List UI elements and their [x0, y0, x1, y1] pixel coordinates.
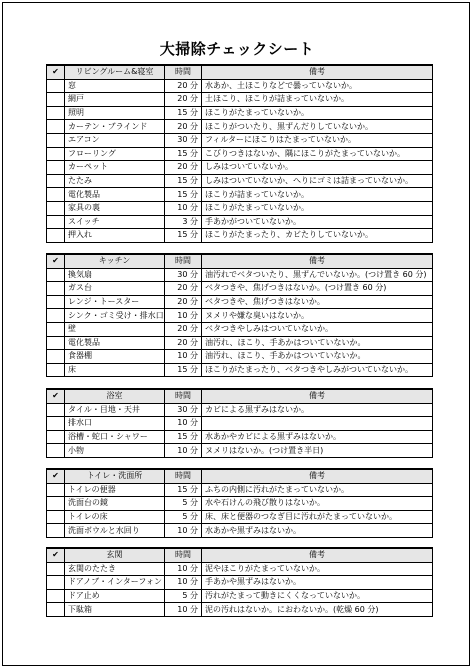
item-time: 10 分 [165, 350, 202, 364]
checkbox-cell[interactable] [47, 229, 65, 243]
checkbox-cell[interactable] [47, 322, 65, 336]
item-time: 5 分 [165, 510, 202, 524]
item-name: たたみ [65, 174, 165, 188]
item-name: 玄関のたたき [65, 562, 165, 576]
item-time: 15 分 [165, 174, 202, 188]
item-name: タイル・目地・天井 [65, 403, 165, 417]
item-name: 電化製品 [65, 336, 165, 350]
checklist-row [47, 147, 433, 161]
item-note: 土ほこり、ほこりが詰まっていないか。 [202, 93, 433, 107]
checklist-row [47, 309, 433, 323]
item-time: 30 分 [165, 403, 202, 417]
item-name: カーペット [65, 161, 165, 175]
check-mark-icon: ✔ [47, 65, 65, 79]
item-note: 油汚れ、ほこり、手あかはついていないか。 [202, 350, 433, 364]
check-mark-icon: ✔ [47, 389, 65, 403]
checklist-row [47, 417, 433, 431]
checklist-row [47, 589, 433, 603]
item-time: 15 分 [165, 229, 202, 243]
item-time: 20 分 [165, 120, 202, 134]
section-title: 玄関 [65, 548, 165, 562]
item-time: 20 分 [165, 322, 202, 336]
check-mark-icon: ✔ [47, 254, 65, 268]
checklist-row [47, 268, 433, 282]
time-header: 時間 [165, 469, 202, 483]
checkbox-cell[interactable] [47, 161, 65, 175]
item-name: 家具の裏 [65, 201, 165, 215]
item-time: 3 分 [165, 215, 202, 229]
item-note: ほこりが詰まっていないか。 [202, 188, 433, 202]
item-note: ほこりがたまっていないか。 [202, 201, 433, 215]
item-note [202, 417, 433, 431]
item-time: 15 分 [165, 106, 202, 120]
item-name: ガス台 [65, 282, 165, 296]
item-name: 窓 [65, 79, 165, 93]
checkbox-cell[interactable] [47, 106, 65, 120]
checkbox-cell[interactable] [47, 510, 65, 524]
item-name: シンク・ゴミ受け・排水口 [65, 309, 165, 323]
checklist-row [47, 133, 433, 147]
item-name: フローリング [65, 147, 165, 161]
item-name: トイレの便器 [65, 483, 165, 497]
item-name: 押入れ [65, 229, 165, 243]
note-header: 備考 [202, 469, 433, 483]
item-note: 油汚れ、ほこり、手あかはついていないか。 [202, 336, 433, 350]
item-note: こびりつきはないか、隅にほこりがたまっていないか。 [202, 147, 433, 161]
item-note: ヌメリや嫌な臭いはないか。 [202, 309, 433, 323]
section-header-row [47, 65, 433, 79]
checklist-row [47, 603, 433, 617]
item-note: ふちの内側に汚れがたまっていないか。 [202, 483, 433, 497]
item-name: 浴槽・蛇口・シャワー [65, 430, 165, 444]
checkbox-cell[interactable] [47, 215, 65, 229]
section-title: リビングルーム&寝室 [65, 65, 165, 79]
checklist-row [47, 403, 433, 417]
item-name: カーテン・ブラインド [65, 120, 165, 134]
time-header: 時間 [165, 65, 202, 79]
item-note: ベタつきやしみはついていないか。 [202, 322, 433, 336]
note-header: 備考 [202, 389, 433, 403]
checkbox-cell[interactable] [47, 576, 65, 590]
item-time: 10 分 [165, 309, 202, 323]
checkbox-cell[interactable] [47, 295, 65, 309]
checklist-section [46, 388, 433, 458]
checklist-row [47, 576, 433, 590]
section-title: トイレ・洗面所 [65, 469, 165, 483]
item-time: 10 分 [165, 576, 202, 590]
item-note: 手あかや黒ずみはないか。 [202, 576, 433, 590]
item-time: 10 分 [165, 444, 202, 458]
item-note: フィルターにほこりはたまっていないか。 [202, 133, 433, 147]
checkbox-cell[interactable] [47, 93, 65, 107]
checklist-row [47, 229, 433, 243]
item-note: 泥やほこりがたまっていないか。 [202, 562, 433, 576]
section-header-row [47, 389, 433, 403]
checklist-row [47, 93, 433, 107]
checklist-row [47, 562, 433, 576]
item-note: ヌメリはないか。(つけ置き半日) [202, 444, 433, 458]
item-time: 15 分 [165, 363, 202, 377]
item-time: 15 分 [165, 483, 202, 497]
item-time: 20 分 [165, 79, 202, 93]
item-note: 泥の汚れはないか。におわないか。(乾燥 60 分) [202, 603, 433, 617]
item-name: 洗面台の鏡 [65, 497, 165, 511]
checkbox-cell[interactable] [47, 120, 65, 134]
checkbox-cell[interactable] [47, 282, 65, 296]
checkbox-cell[interactable] [47, 147, 65, 161]
checklist-row [47, 295, 433, 309]
item-name: 換気扇 [65, 268, 165, 282]
time-header: 時間 [165, 389, 202, 403]
checkbox-cell[interactable] [47, 444, 65, 458]
item-note: しみはついていないか。 [202, 161, 433, 175]
checkbox-cell[interactable] [47, 524, 65, 538]
item-name: ドアノブ・インターフォン [65, 576, 165, 590]
checkbox-cell[interactable] [47, 309, 65, 323]
page-title: 大掃除チェックシート [159, 40, 315, 58]
checkbox-cell[interactable] [47, 589, 65, 603]
checkbox-cell[interactable] [47, 497, 65, 511]
checkbox-cell[interactable] [47, 483, 65, 497]
item-note: しみはついていないか、へりにゴミは詰まっていないか。 [202, 174, 433, 188]
section-header-row [47, 548, 433, 562]
item-name: トイレの床 [65, 510, 165, 524]
item-name: 小物 [65, 444, 165, 458]
note-header: 備考 [202, 65, 433, 79]
item-name: 電化製品 [65, 188, 165, 202]
checkbox-cell[interactable] [47, 430, 65, 444]
item-name: レンジ・トースター [65, 295, 165, 309]
item-time: 30 分 [165, 268, 202, 282]
item-time: 5 分 [165, 589, 202, 603]
checklist-row [47, 161, 433, 175]
section-title: キッチン [65, 254, 165, 268]
note-header: 備考 [202, 254, 433, 268]
checklist-row [47, 483, 433, 497]
checklist-section [46, 253, 433, 377]
item-time: 10 分 [165, 524, 202, 538]
item-time: 10 分 [165, 417, 202, 431]
checklist-row [47, 510, 433, 524]
checklist-row [47, 444, 433, 458]
checklist-row [47, 282, 433, 296]
item-time: 20 分 [165, 282, 202, 296]
checklist-row [47, 120, 433, 134]
item-name: 壁 [65, 322, 165, 336]
checkbox-cell[interactable] [47, 174, 65, 188]
time-header: 時間 [165, 548, 202, 562]
checklist-row [47, 497, 433, 511]
item-name: 食器棚 [65, 350, 165, 364]
note-header: 備考 [202, 548, 433, 562]
checkbox-cell[interactable] [47, 79, 65, 93]
section-header-row [47, 254, 433, 268]
checklist-row [47, 215, 433, 229]
item-note: 水や石けんの飛び散りはないか。 [202, 497, 433, 511]
item-name: 下駄箱 [65, 603, 165, 617]
checkbox-cell[interactable] [47, 201, 65, 215]
item-name: 照明 [65, 106, 165, 120]
check-mark-icon: ✔ [47, 548, 65, 562]
checkbox-cell[interactable] [47, 336, 65, 350]
item-note: ベタつきや、焦げつきはないか。(つけ置き 60 分) [202, 282, 433, 296]
item-note: 手あかがついていないか。 [202, 215, 433, 229]
item-note: ほこりがたまったり、ベタつきやしみがついていないか。 [202, 363, 433, 377]
item-note: ほこりがたまっていないか。 [202, 106, 433, 120]
checklist-section [46, 64, 433, 243]
item-note: 床、床と便器のつなぎ目に汚れがたまっていないか。 [202, 510, 433, 524]
checklist-row [47, 524, 433, 538]
item-name: 洗面ボウルと水回り [65, 524, 165, 538]
item-time: 15 分 [165, 188, 202, 202]
checklist-row [47, 363, 433, 377]
item-time: 20 分 [165, 336, 202, 350]
checkbox-cell[interactable] [47, 403, 65, 417]
section-header-row [47, 469, 433, 483]
checklist-section [46, 468, 433, 538]
item-name: 排水口 [65, 417, 165, 431]
item-note: 水あかや黒ずみはないか。 [202, 524, 433, 538]
item-name: 床 [65, 363, 165, 377]
time-header: 時間 [165, 254, 202, 268]
checklist-row [47, 350, 433, 364]
item-note: 汚れがたまって動きにくくなっていないか。 [202, 589, 433, 603]
item-note: ほこりがついたり、黒ずんだりしていないか。 [202, 120, 433, 134]
item-note: カビによる黒ずみはないか。 [202, 403, 433, 417]
item-time: 30 分 [165, 133, 202, 147]
checkbox-cell[interactable] [47, 562, 65, 576]
checklist-section [46, 547, 433, 617]
item-time: 5 分 [165, 497, 202, 511]
checkbox-cell[interactable] [47, 417, 65, 431]
item-name: ドア止め [65, 589, 165, 603]
checkbox-cell[interactable] [47, 133, 65, 147]
item-time: 20 分 [165, 295, 202, 309]
checklist-row [47, 174, 433, 188]
checklist-row [47, 106, 433, 120]
checkbox-cell[interactable] [47, 268, 65, 282]
checkbox-cell[interactable] [47, 350, 65, 364]
checklist-row [47, 79, 433, 93]
checklist-row [47, 430, 433, 444]
item-time: 20 分 [165, 161, 202, 175]
check-mark-icon: ✔ [47, 469, 65, 483]
checkbox-cell[interactable] [47, 603, 65, 617]
item-time: 10 分 [165, 562, 202, 576]
checklist-row [47, 188, 433, 202]
item-note: 油汚れでベタついたり、黒ずんでいないか。(つけ置き 60 分) [202, 268, 433, 282]
item-time: 10 分 [165, 603, 202, 617]
item-note: ほこりがたまったり、カビたりしていないか。 [202, 229, 433, 243]
checkbox-cell[interactable] [47, 188, 65, 202]
item-name: 網戸 [65, 93, 165, 107]
item-time: 15 分 [165, 430, 202, 444]
item-name: エアコン [65, 133, 165, 147]
checkbox-cell[interactable] [47, 363, 65, 377]
item-time: 20 分 [165, 93, 202, 107]
item-note: 水あかやカビによる黒ずみはないか。 [202, 430, 433, 444]
item-note: 水あか、土ほこりなどで曇っていないか。 [202, 79, 433, 93]
checklist-row [47, 322, 433, 336]
item-time: 15 分 [165, 147, 202, 161]
item-note: ベタつきや、焦げつきはないか。 [202, 295, 433, 309]
section-title: 浴室 [65, 389, 165, 403]
checklist-row [47, 336, 433, 350]
checklist-row [47, 201, 433, 215]
item-time: 10 分 [165, 201, 202, 215]
item-name: スイッチ [65, 215, 165, 229]
